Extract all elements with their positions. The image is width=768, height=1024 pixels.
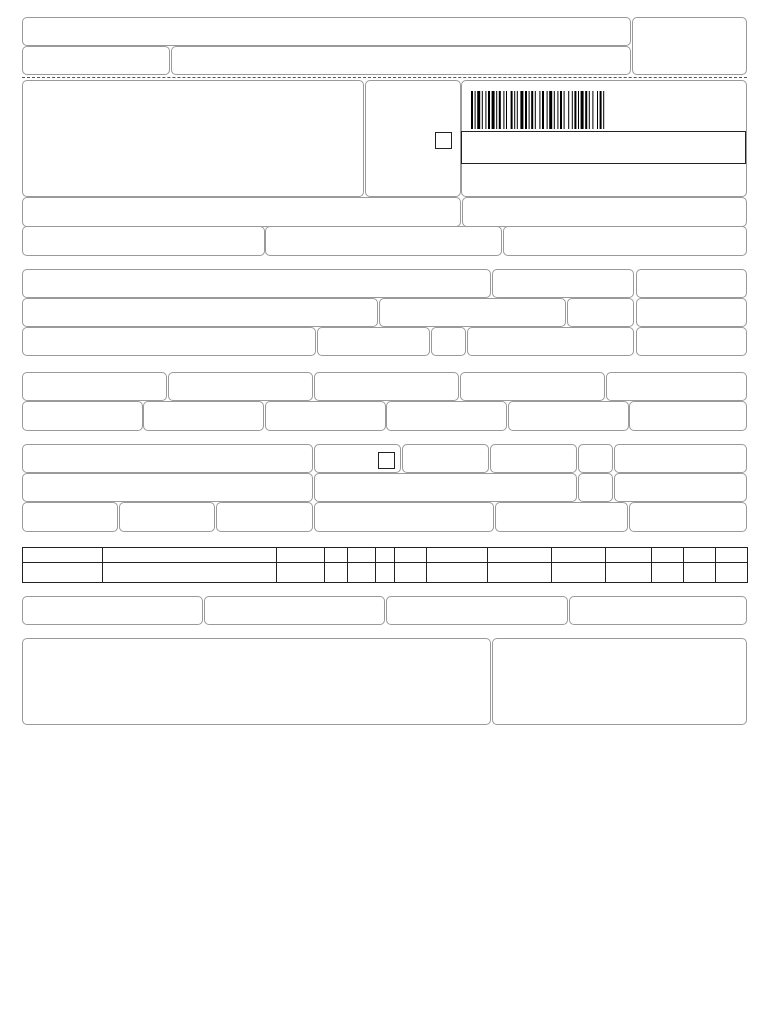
barcode-bar — [503, 91, 504, 129]
barcode-bar — [535, 91, 536, 129]
field-s3-r2-5[interactable] — [508, 401, 629, 431]
header-field-description[interactable] — [171, 46, 631, 75]
barcode-bar — [488, 91, 490, 129]
table-header-cell — [376, 548, 395, 563]
field-s3-r1-5[interactable] — [606, 372, 747, 401]
field-s3-r2-3[interactable] — [265, 401, 386, 431]
field-signature[interactable] — [492, 638, 747, 725]
line-field-left[interactable] — [22, 197, 461, 227]
table-row — [23, 563, 748, 583]
barcode-bar — [572, 91, 573, 129]
barcode-bar — [520, 91, 523, 129]
field-s2-r3-2[interactable] — [317, 327, 430, 356]
barcode-bar — [547, 91, 548, 129]
field-s3-r2-6[interactable] — [629, 401, 747, 431]
table-cell[interactable] — [606, 563, 652, 583]
barcode-bar — [531, 91, 533, 129]
field-s2-r3-4[interactable] — [467, 327, 634, 356]
field-s4-r2-2[interactable] — [314, 473, 577, 502]
barcode-bar — [542, 91, 544, 129]
table-header-cell — [348, 548, 376, 563]
table-cell[interactable] — [277, 563, 325, 583]
field-s4-r2-1[interactable] — [22, 473, 313, 502]
barcode-bar — [506, 91, 507, 129]
barcode-bar — [600, 91, 602, 129]
field-s2-r1-2[interactable] — [492, 269, 634, 298]
table-cell[interactable] — [103, 563, 277, 583]
barcode-number-field[interactable] — [461, 131, 746, 164]
field-s3-r2-1[interactable] — [22, 401, 143, 431]
table-cell[interactable] — [488, 563, 552, 583]
barcode-bar — [529, 91, 530, 129]
items-table — [22, 547, 748, 583]
table-cell[interactable] — [348, 563, 376, 583]
barcode-image — [471, 91, 671, 129]
field-s2-r3-5[interactable] — [636, 327, 747, 356]
field-s4-r1-5[interactable] — [578, 444, 613, 473]
field-s2-r3-1[interactable] — [22, 327, 316, 356]
table-cell[interactable] — [23, 563, 103, 583]
table-cell[interactable] — [552, 563, 606, 583]
field-s3-r1-3[interactable] — [314, 372, 459, 401]
field-s3-r1-2[interactable] — [168, 372, 313, 401]
barcode-bar — [477, 91, 480, 129]
barcode-bar — [499, 91, 501, 129]
barcode-bar — [539, 91, 540, 129]
barcode-bar — [549, 91, 552, 129]
header-field-title[interactable] — [22, 17, 631, 46]
field-s6-4[interactable] — [569, 596, 747, 625]
barcode-bar — [554, 91, 555, 129]
field-s4-r3-2[interactable] — [119, 502, 215, 532]
barcode-bar — [475, 91, 476, 129]
field-s2-r3-3[interactable] — [431, 327, 466, 356]
table-cell[interactable] — [376, 563, 395, 583]
table-cell[interactable] — [684, 563, 716, 583]
field-s2-r2-2[interactable] — [379, 298, 566, 327]
field-s4-r3-5[interactable] — [495, 502, 628, 532]
barcode-bar — [485, 91, 486, 129]
field-s4-r1-1[interactable] — [22, 444, 313, 473]
field-s4-r1-6[interactable] — [614, 444, 747, 473]
field-s3-r2-2[interactable] — [143, 401, 264, 431]
line-field-right[interactable] — [462, 197, 747, 227]
table-header-cell — [552, 548, 606, 563]
header-field-code[interactable] — [22, 46, 170, 75]
field-notes[interactable] — [22, 638, 491, 725]
table-header-cell — [103, 548, 277, 563]
field-s3-r1-4[interactable] — [460, 372, 605, 401]
table-cell[interactable] — [716, 563, 748, 583]
barcode-bar — [581, 91, 584, 129]
table-cell[interactable] — [427, 563, 488, 583]
field-s3-r1-1[interactable] — [22, 372, 167, 401]
field-s6-1[interactable] — [22, 596, 203, 625]
field-row3-3[interactable] — [503, 226, 747, 256]
address-field[interactable] — [22, 80, 364, 197]
barcode-bar — [578, 91, 579, 129]
barcode-bar — [557, 91, 558, 129]
barcode-bar — [568, 91, 569, 129]
field-s4-r2-4[interactable] — [614, 473, 747, 502]
barcode-bar — [603, 91, 604, 129]
field-s3-r2-4[interactable] — [386, 401, 507, 431]
table-header-cell — [716, 548, 748, 563]
barcode-bar — [517, 91, 518, 129]
field-row3-2[interactable] — [265, 226, 502, 256]
cut-line-divider — [22, 77, 747, 78]
field-s4-r3-3[interactable] — [216, 502, 313, 532]
table-header-cell — [277, 548, 325, 563]
barcode-bar — [482, 91, 483, 129]
field-s2-r1-3[interactable] — [636, 269, 747, 298]
barcode-bar — [514, 91, 515, 129]
checkbox-shipment[interactable] — [378, 452, 395, 469]
barcode-bar — [574, 91, 576, 129]
field-s2-r2-1[interactable] — [22, 298, 378, 327]
field-s4-r3-4[interactable] — [314, 502, 494, 532]
table-header-cell — [23, 548, 103, 563]
table-header-cell — [684, 548, 716, 563]
barcode-bar — [560, 91, 562, 129]
barcode-bar — [492, 91, 495, 129]
barcode-bar — [585, 91, 587, 129]
table-header-cell — [652, 548, 684, 563]
checkbox-recipient[interactable] — [435, 132, 452, 149]
barcode-bar — [592, 91, 593, 129]
barcode-bar — [597, 91, 598, 129]
barcode-bar — [496, 91, 497, 129]
table-header-cell — [325, 548, 348, 563]
field-s4-r2-3[interactable] — [578, 473, 613, 502]
barcode-bar — [564, 91, 565, 129]
table-cell[interactable] — [395, 563, 427, 583]
field-s2-r2-4[interactable] — [636, 298, 747, 327]
table-header-cell — [395, 548, 427, 563]
table-header-cell — [606, 548, 652, 563]
field-row3-1[interactable] — [22, 226, 265, 256]
field-s4-r3-1[interactable] — [22, 502, 118, 532]
field-s2-r2-3[interactable] — [567, 298, 634, 327]
field-s2-r1-1[interactable] — [22, 269, 491, 298]
table-header-cell — [488, 548, 552, 563]
field-s6-3[interactable] — [386, 596, 568, 625]
items-table-header — [23, 548, 748, 563]
table-cell[interactable] — [652, 563, 684, 583]
barcode-bar — [511, 91, 513, 129]
field-s4-r1-3[interactable] — [402, 444, 489, 473]
field-s4-r1-4[interactable] — [490, 444, 577, 473]
header-field-corner[interactable] — [632, 17, 747, 75]
table-cell[interactable] — [325, 563, 348, 583]
barcode-bar — [525, 91, 527, 129]
barcode-bar — [589, 91, 590, 129]
barcode-bar — [471, 91, 473, 129]
field-s4-r3-6[interactable] — [629, 502, 747, 532]
table-header-cell — [427, 548, 488, 563]
field-s6-2[interactable] — [204, 596, 385, 625]
